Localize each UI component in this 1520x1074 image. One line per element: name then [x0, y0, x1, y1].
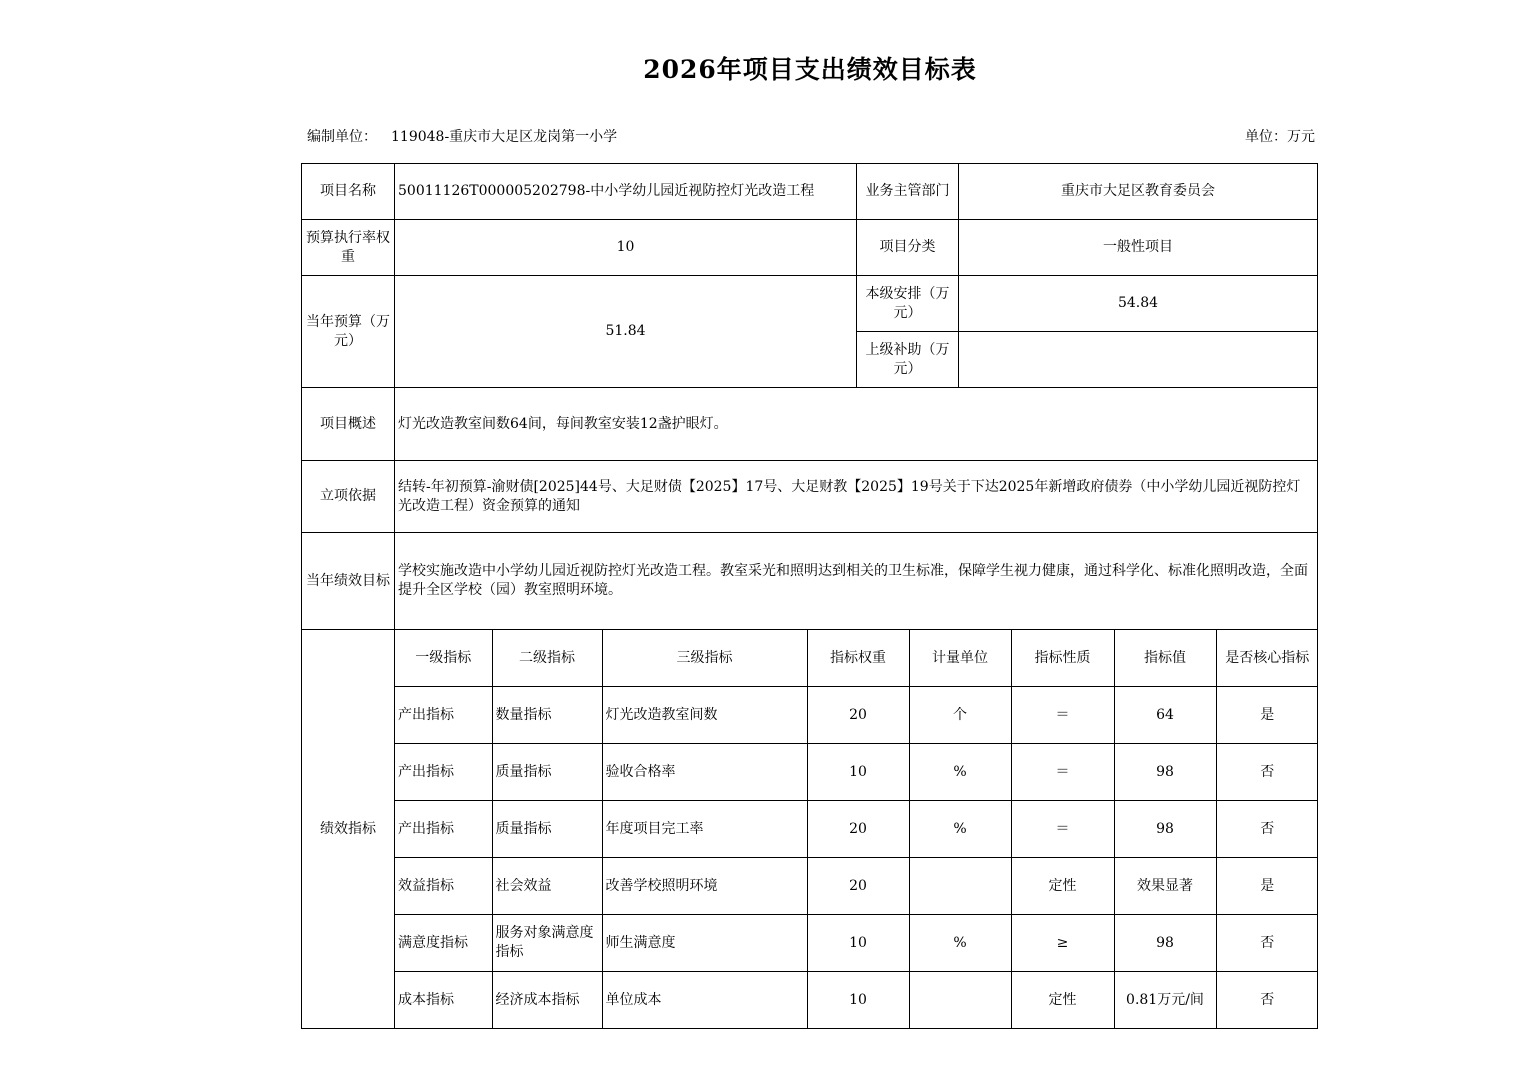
table-row: [395, 915, 1318, 972]
cell-core: 否: [1216, 801, 1318, 858]
compiling-unit-label: 编制单位：: [307, 129, 377, 145]
cell-unit: %: [909, 915, 1011, 972]
cell-level2: 质量指标: [492, 744, 602, 801]
cell-unit: [909, 972, 1011, 1029]
table-row: [395, 687, 1318, 744]
cell-level3: 单位成本: [602, 972, 807, 1029]
cell-unit: %: [909, 801, 1011, 858]
performance-indicators-label: 绩效指标: [302, 630, 395, 1029]
cell-value: 0.81万元/间: [1114, 972, 1216, 1029]
overview-value: 灯光改造教室间数64间，每间教室安装12盏护眼灯。: [395, 388, 1318, 461]
basis-label: 立项依据: [302, 461, 395, 533]
cell-weight: 20: [807, 858, 909, 915]
table-row: [395, 972, 1318, 1029]
cell-nature: ≥: [1011, 915, 1114, 972]
cell-level1: 效益指标: [395, 858, 492, 915]
cell-core: 是: [1216, 858, 1318, 915]
header-level3: 三级指标: [602, 630, 807, 687]
cell-weight: 20: [807, 687, 909, 744]
cell-value: 64: [1114, 687, 1216, 744]
cell-nature: ＝: [1011, 801, 1114, 858]
cell-weight: 20: [807, 801, 909, 858]
exec-weight-value: 10: [395, 220, 857, 276]
cell-level2: 数量指标: [492, 687, 602, 744]
cell-unit: 个: [909, 687, 1011, 744]
project-name-value: 50011126T000005202798-中小学幼儿园近视防控灯光改造工程: [395, 164, 857, 220]
table-row: [395, 858, 1318, 915]
cell-level1: 产出指标: [395, 744, 492, 801]
cell-level3: 灯光改造教室间数: [602, 687, 807, 744]
cell-level1: 满意度指标: [395, 915, 492, 972]
cell-nature: ＝: [1011, 744, 1114, 801]
page-title: 2026年项目支出绩效目标表: [643, 55, 977, 84]
cell-value: 98: [1114, 915, 1216, 972]
budget-value: 51.84: [395, 276, 857, 388]
upper-value: [959, 332, 1318, 388]
exec-weight-label: 预算执行率权重: [302, 220, 395, 276]
table-row: [395, 801, 1318, 858]
cell-level1: 产出指标: [395, 801, 492, 858]
goal-value: 学校实施改造中小学幼儿园近视防控灯光改造工程。教室采光和照明达到相关的卫生标准，保障学生视力健康，通过科学化、标准化照明改造，全面提升全区学校（园）教室照明环境。: [395, 533, 1318, 630]
local-value: 54.84: [959, 276, 1318, 332]
cell-unit: [909, 858, 1011, 915]
upper-label: 上级补助（万元）: [857, 332, 959, 388]
cell-level2: 经济成本指标: [492, 972, 602, 1029]
cell-level1: 产出指标: [395, 687, 492, 744]
cell-core: 否: [1216, 744, 1318, 801]
indicators-table: [395, 630, 1318, 1028]
cell-weight: 10: [807, 744, 909, 801]
header-core: 是否核心指标: [1216, 630, 1318, 687]
header-weight: 指标权重: [807, 630, 909, 687]
header-value: 指标值: [1114, 630, 1216, 687]
table-row: [395, 744, 1318, 801]
cell-unit: %: [909, 744, 1011, 801]
cell-level3: 验收合格率: [602, 744, 807, 801]
currency-unit: 单位：万元: [1245, 129, 1315, 145]
basis-value: 结转-年初预算-渝财债[2025]44号、大足财债【2025】17号、大足财教【2025】19号关于下达2025年新增政府债券（中小学幼儿园近视防控灯光改造工程）资金预算的通知: [395, 461, 1318, 533]
local-label: 本级安排（万元）: [857, 276, 959, 332]
cell-nature: 定性: [1011, 972, 1114, 1029]
category-label: 项目分类: [857, 220, 959, 276]
budget-label: 当年预算（万元）: [302, 276, 395, 388]
cell-level2: 质量指标: [492, 801, 602, 858]
cell-level1: 成本指标: [395, 972, 492, 1029]
cell-core: 否: [1216, 915, 1318, 972]
header-nature: 指标性质: [1011, 630, 1114, 687]
cell-value: 效果显著: [1114, 858, 1216, 915]
goal-label: 当年绩效目标: [302, 533, 395, 630]
cell-level2: 社会效益: [492, 858, 602, 915]
header-level2: 二级指标: [492, 630, 602, 687]
indicators-cell: [395, 630, 1318, 1029]
cell-weight: 10: [807, 915, 909, 972]
overview-label: 项目概述: [302, 388, 395, 461]
compiling-unit: [307, 126, 617, 146]
cell-level3: 师生满意度: [602, 915, 807, 972]
header-unit: 计量单位: [909, 630, 1011, 687]
compiling-unit-value: 119048-重庆市大足区龙岗第一小学: [391, 129, 618, 145]
dept-value: 重庆市大足区教育委员会: [959, 164, 1318, 220]
cell-core: 否: [1216, 972, 1318, 1029]
cell-level2: 服务对象满意度指标: [492, 915, 602, 972]
indicators-header-row: [395, 630, 1318, 687]
cell-core: 是: [1216, 687, 1318, 744]
cell-value: 98: [1114, 744, 1216, 801]
category-value: 一般性项目: [959, 220, 1318, 276]
project-name-label: 项目名称: [302, 164, 395, 220]
dept-label: 业务主管部门: [857, 164, 959, 220]
cell-weight: 10: [807, 972, 909, 1029]
header-level1: 一级指标: [395, 630, 492, 687]
cell-value: 98: [1114, 801, 1216, 858]
cell-nature: ＝: [1011, 687, 1114, 744]
performance-target-table: [301, 163, 1318, 1029]
cell-nature: 定性: [1011, 858, 1114, 915]
cell-level3: 改善学校照明环境: [602, 858, 807, 915]
cell-level3: 年度项目完工率: [602, 801, 807, 858]
